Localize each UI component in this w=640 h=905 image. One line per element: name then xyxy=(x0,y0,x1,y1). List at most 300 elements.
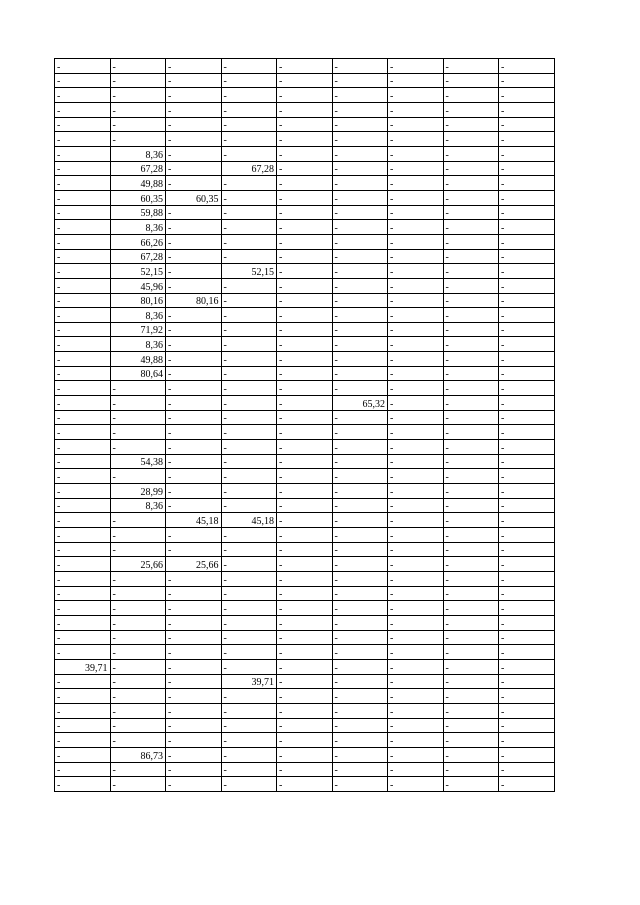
table-cell: - xyxy=(277,308,333,323)
table-cell: - xyxy=(443,689,499,704)
table-cell: - xyxy=(499,117,555,132)
table-row xyxy=(55,630,555,645)
table-cell: - xyxy=(277,615,333,630)
table-cell: - xyxy=(332,102,388,117)
table-cell: - xyxy=(332,440,388,455)
table-cell: - xyxy=(388,132,444,147)
table-row xyxy=(55,454,555,469)
table-cell: - xyxy=(388,88,444,103)
table-cell: - xyxy=(332,205,388,220)
table-row xyxy=(55,410,555,425)
table-row xyxy=(55,352,555,367)
table-cell: - xyxy=(166,484,222,499)
table-cell: - xyxy=(221,102,277,117)
table-row xyxy=(55,264,555,279)
table-cell: - xyxy=(221,777,277,792)
table-cell: - xyxy=(443,264,499,279)
table-cell: - xyxy=(332,498,388,513)
table-cell: - xyxy=(221,425,277,440)
table-cell: - xyxy=(388,689,444,704)
table-cell: - xyxy=(499,278,555,293)
table-cell: - xyxy=(55,205,111,220)
table-cell: 25,66 xyxy=(110,557,166,572)
table-cell: 45,18 xyxy=(221,513,277,528)
table-cell: - xyxy=(499,542,555,557)
table-cell: - xyxy=(55,674,111,689)
table-cell: - xyxy=(166,73,222,88)
table-cell: - xyxy=(110,469,166,484)
table-cell: - xyxy=(166,352,222,367)
table-cell: - xyxy=(499,220,555,235)
table-cell: - xyxy=(388,762,444,777)
table-cell: - xyxy=(221,557,277,572)
table-cell: - xyxy=(221,352,277,367)
table-cell: - xyxy=(221,747,277,762)
table-cell: - xyxy=(277,542,333,557)
table-cell: - xyxy=(443,513,499,528)
table-cell: - xyxy=(166,425,222,440)
table-cell: - xyxy=(55,190,111,205)
table-cell: - xyxy=(55,322,111,337)
table-cell: - xyxy=(443,733,499,748)
table-cell: - xyxy=(166,747,222,762)
table-cell: - xyxy=(55,454,111,469)
table-cell: - xyxy=(277,528,333,543)
table-cell: - xyxy=(55,249,111,264)
table-row xyxy=(55,674,555,689)
table-cell: - xyxy=(388,586,444,601)
table-cell: - xyxy=(166,645,222,660)
table-cell: - xyxy=(499,146,555,161)
table-cell: - xyxy=(443,117,499,132)
table-cell: - xyxy=(110,59,166,74)
table-cell: - xyxy=(55,586,111,601)
table-cell: - xyxy=(499,176,555,191)
table-cell: - xyxy=(221,176,277,191)
table-cell: - xyxy=(443,73,499,88)
table-cell: - xyxy=(332,117,388,132)
table-cell: - xyxy=(277,425,333,440)
table-cell: - xyxy=(110,777,166,792)
table-cell: - xyxy=(277,630,333,645)
table-cell: - xyxy=(332,73,388,88)
table-cell: 49,88 xyxy=(110,352,166,367)
table-cell: - xyxy=(221,381,277,396)
table-cell: - xyxy=(332,366,388,381)
table-cell: - xyxy=(166,117,222,132)
table-cell: - xyxy=(166,205,222,220)
table-cell: - xyxy=(388,484,444,499)
table-row xyxy=(55,117,555,132)
table-cell: - xyxy=(277,601,333,616)
table-cell: - xyxy=(221,454,277,469)
table-row xyxy=(55,440,555,455)
table-cell: - xyxy=(499,674,555,689)
table-cell: - xyxy=(221,615,277,630)
table-cell: - xyxy=(221,469,277,484)
table-cell: - xyxy=(332,322,388,337)
table-cell: - xyxy=(388,278,444,293)
table-row xyxy=(55,601,555,616)
table-row xyxy=(55,146,555,161)
table-cell: - xyxy=(110,762,166,777)
table-cell: - xyxy=(499,88,555,103)
table-cell: - xyxy=(166,161,222,176)
table-cell: - xyxy=(499,293,555,308)
table-row xyxy=(55,557,555,572)
table-cell: - xyxy=(443,542,499,557)
table-cell: - xyxy=(277,469,333,484)
table-cell: - xyxy=(277,645,333,660)
table-cell: - xyxy=(166,249,222,264)
table-cell: - xyxy=(277,146,333,161)
table-cell: - xyxy=(332,645,388,660)
table-cell: - xyxy=(388,117,444,132)
table-cell: - xyxy=(55,440,111,455)
table-cell: 59,88 xyxy=(110,205,166,220)
table-cell: 8,36 xyxy=(110,308,166,323)
table-cell: - xyxy=(332,249,388,264)
table-cell: - xyxy=(332,659,388,674)
table-cell: - xyxy=(221,308,277,323)
table-row xyxy=(55,161,555,176)
table-row xyxy=(55,132,555,147)
table-cell: - xyxy=(332,615,388,630)
table-cell: - xyxy=(332,718,388,733)
table-cell: - xyxy=(388,425,444,440)
table-cell: - xyxy=(443,396,499,411)
table-cell: - xyxy=(221,645,277,660)
table-cell: - xyxy=(221,366,277,381)
table-cell: - xyxy=(277,513,333,528)
table-cell: - xyxy=(166,278,222,293)
table-cell: 80,16 xyxy=(110,293,166,308)
table-cell: - xyxy=(443,293,499,308)
table-cell: - xyxy=(388,718,444,733)
table-cell: - xyxy=(166,59,222,74)
table-cell: - xyxy=(388,308,444,323)
table-cell: 80,64 xyxy=(110,366,166,381)
table-cell: - xyxy=(443,659,499,674)
table-cell: - xyxy=(221,249,277,264)
table-cell: - xyxy=(55,102,111,117)
table-cell: - xyxy=(499,190,555,205)
table-cell: - xyxy=(277,747,333,762)
table-cell: - xyxy=(388,352,444,367)
table-cell: - xyxy=(55,381,111,396)
table-cell: - xyxy=(110,718,166,733)
table-body xyxy=(55,59,555,792)
table-cell: - xyxy=(499,308,555,323)
table-cell: - xyxy=(443,425,499,440)
table-cell: - xyxy=(221,630,277,645)
table-cell: - xyxy=(55,146,111,161)
table-cell: - xyxy=(388,381,444,396)
table-cell: - xyxy=(166,571,222,586)
table-cell: - xyxy=(55,161,111,176)
table-cell: - xyxy=(499,381,555,396)
table-cell: - xyxy=(388,249,444,264)
table-cell: - xyxy=(388,410,444,425)
table-cell: - xyxy=(332,278,388,293)
table-cell: - xyxy=(277,762,333,777)
table-cell: - xyxy=(388,703,444,718)
table-cell: - xyxy=(388,234,444,249)
table-cell: - xyxy=(388,205,444,220)
table-cell: 28,99 xyxy=(110,484,166,499)
table-cell: - xyxy=(221,528,277,543)
table-cell: - xyxy=(388,659,444,674)
table-cell: - xyxy=(443,571,499,586)
table-cell: - xyxy=(277,161,333,176)
table-cell: - xyxy=(277,220,333,235)
table-cell: - xyxy=(166,615,222,630)
table-cell: - xyxy=(332,264,388,279)
table-cell: 8,36 xyxy=(110,337,166,352)
table-cell: - xyxy=(277,176,333,191)
table-cell: - xyxy=(499,410,555,425)
table-cell: 86,73 xyxy=(110,747,166,762)
table-cell: - xyxy=(499,571,555,586)
table-cell: 66,26 xyxy=(110,234,166,249)
table-cell: - xyxy=(166,132,222,147)
table-cell: - xyxy=(55,220,111,235)
table-cell: - xyxy=(443,308,499,323)
table-cell: - xyxy=(388,542,444,557)
table-cell: - xyxy=(55,528,111,543)
table-cell: - xyxy=(221,322,277,337)
table-cell: - xyxy=(110,674,166,689)
table-cell: - xyxy=(443,747,499,762)
table-cell: - xyxy=(332,513,388,528)
table-cell: - xyxy=(55,308,111,323)
table-cell: - xyxy=(332,308,388,323)
table-cell: - xyxy=(332,762,388,777)
table-cell: - xyxy=(221,586,277,601)
table-cell: - xyxy=(443,630,499,645)
table-cell: - xyxy=(166,176,222,191)
table-cell: - xyxy=(277,484,333,499)
table-row xyxy=(55,718,555,733)
table-cell: - xyxy=(499,234,555,249)
table-cell: - xyxy=(499,396,555,411)
table-cell: - xyxy=(110,102,166,117)
table-cell: - xyxy=(499,601,555,616)
table-cell: - xyxy=(110,425,166,440)
table-cell: - xyxy=(499,425,555,440)
table-cell: - xyxy=(221,190,277,205)
table-row xyxy=(55,703,555,718)
table-cell: - xyxy=(388,220,444,235)
table-row xyxy=(55,249,555,264)
table-cell: - xyxy=(55,762,111,777)
table-cell: - xyxy=(221,498,277,513)
table-cell: 60,35 xyxy=(110,190,166,205)
table-cell: - xyxy=(166,659,222,674)
table-cell: - xyxy=(499,513,555,528)
table-cell: 25,66 xyxy=(166,557,222,572)
table-cell: - xyxy=(499,557,555,572)
table-cell: - xyxy=(332,59,388,74)
table-cell: - xyxy=(499,762,555,777)
table-cell: - xyxy=(443,528,499,543)
table-cell: - xyxy=(55,645,111,660)
table-cell: - xyxy=(166,146,222,161)
table-cell: - xyxy=(221,733,277,748)
table-row xyxy=(55,322,555,337)
table-cell: - xyxy=(166,674,222,689)
table-row xyxy=(55,337,555,352)
table-cell: - xyxy=(221,337,277,352)
table-cell: - xyxy=(499,161,555,176)
table-cell: - xyxy=(332,352,388,367)
table-cell: - xyxy=(166,777,222,792)
table-cell: - xyxy=(55,703,111,718)
table-cell: - xyxy=(499,733,555,748)
table-row xyxy=(55,571,555,586)
table-row xyxy=(55,234,555,249)
table-cell: - xyxy=(55,615,111,630)
table-cell: - xyxy=(332,777,388,792)
table-cell: - xyxy=(110,703,166,718)
table-cell: - xyxy=(332,703,388,718)
table-cell: - xyxy=(388,366,444,381)
table-cell: - xyxy=(55,59,111,74)
table-cell: - xyxy=(388,615,444,630)
table-cell: - xyxy=(166,454,222,469)
table-cell: - xyxy=(499,777,555,792)
table-cell: - xyxy=(166,381,222,396)
table-cell: - xyxy=(277,278,333,293)
table-cell: - xyxy=(221,762,277,777)
table-cell: - xyxy=(332,542,388,557)
table-cell: - xyxy=(277,73,333,88)
table-cell: - xyxy=(221,659,277,674)
table-cell: - xyxy=(221,718,277,733)
table-cell: - xyxy=(332,381,388,396)
table-cell: - xyxy=(110,645,166,660)
table-cell: - xyxy=(388,454,444,469)
table-cell: - xyxy=(277,733,333,748)
table-cell: - xyxy=(166,528,222,543)
table-cell: - xyxy=(499,59,555,74)
table-cell: - xyxy=(332,337,388,352)
table-cell: - xyxy=(443,352,499,367)
table-cell: - xyxy=(277,674,333,689)
table-cell: - xyxy=(55,777,111,792)
table-cell: - xyxy=(443,718,499,733)
table-cell: - xyxy=(221,73,277,88)
table-cell: - xyxy=(443,586,499,601)
table-cell: - xyxy=(221,484,277,499)
table-cell: 8,36 xyxy=(110,220,166,235)
table-cell: - xyxy=(443,601,499,616)
table-cell: - xyxy=(166,234,222,249)
table-row xyxy=(55,513,555,528)
table-cell: - xyxy=(499,586,555,601)
table-cell: - xyxy=(332,528,388,543)
table-cell: - xyxy=(221,542,277,557)
table-row xyxy=(55,645,555,660)
table-cell: - xyxy=(388,557,444,572)
table-cell: - xyxy=(499,484,555,499)
table-cell: - xyxy=(55,410,111,425)
table-cell: - xyxy=(166,601,222,616)
table-cell: - xyxy=(388,176,444,191)
table-cell: - xyxy=(443,762,499,777)
table-row xyxy=(55,190,555,205)
table-cell: 39,71 xyxy=(55,659,111,674)
table-cell: 67,28 xyxy=(110,249,166,264)
table-cell: - xyxy=(443,498,499,513)
table-cell: - xyxy=(277,557,333,572)
table-cell: - xyxy=(332,88,388,103)
table-cell: - xyxy=(110,117,166,132)
table-cell: - xyxy=(443,176,499,191)
table-cell: - xyxy=(388,161,444,176)
table-cell: - xyxy=(110,615,166,630)
table-cell: - xyxy=(166,498,222,513)
table-row xyxy=(55,293,555,308)
table-cell: - xyxy=(166,322,222,337)
table-cell: - xyxy=(55,469,111,484)
table-cell: - xyxy=(55,689,111,704)
table-cell: - xyxy=(499,264,555,279)
table-cell: - xyxy=(221,278,277,293)
table-cell: - xyxy=(499,205,555,220)
table-cell: - xyxy=(499,454,555,469)
table-cell: - xyxy=(443,249,499,264)
table-cell: - xyxy=(499,440,555,455)
table-cell: - xyxy=(277,659,333,674)
table-cell: - xyxy=(443,102,499,117)
table-cell: - xyxy=(55,132,111,147)
table-cell: - xyxy=(443,146,499,161)
table-cell: - xyxy=(443,205,499,220)
table-cell: - xyxy=(332,674,388,689)
table-cell: - xyxy=(166,308,222,323)
table-cell: - xyxy=(332,689,388,704)
table-cell: - xyxy=(277,366,333,381)
table-row xyxy=(55,733,555,748)
table-cell: - xyxy=(443,161,499,176)
table-cell: - xyxy=(388,645,444,660)
table-cell: - xyxy=(166,542,222,557)
table-cell: 52,15 xyxy=(110,264,166,279)
table-cell: - xyxy=(110,733,166,748)
table-cell: - xyxy=(277,59,333,74)
table-cell: - xyxy=(55,542,111,557)
table-cell: - xyxy=(332,733,388,748)
table-row xyxy=(55,308,555,323)
table-row xyxy=(55,469,555,484)
table-cell: - xyxy=(388,601,444,616)
table-row xyxy=(55,747,555,762)
table-cell: - xyxy=(332,293,388,308)
table-cell: - xyxy=(221,88,277,103)
table-cell: - xyxy=(221,601,277,616)
table-cell: - xyxy=(443,440,499,455)
table-cell: - xyxy=(221,440,277,455)
table-cell: - xyxy=(443,674,499,689)
table-cell: - xyxy=(443,557,499,572)
table-cell: - xyxy=(166,410,222,425)
table-cell: - xyxy=(221,703,277,718)
table-cell: - xyxy=(332,747,388,762)
table-row xyxy=(55,220,555,235)
table-cell: - xyxy=(55,293,111,308)
table-cell: - xyxy=(55,73,111,88)
